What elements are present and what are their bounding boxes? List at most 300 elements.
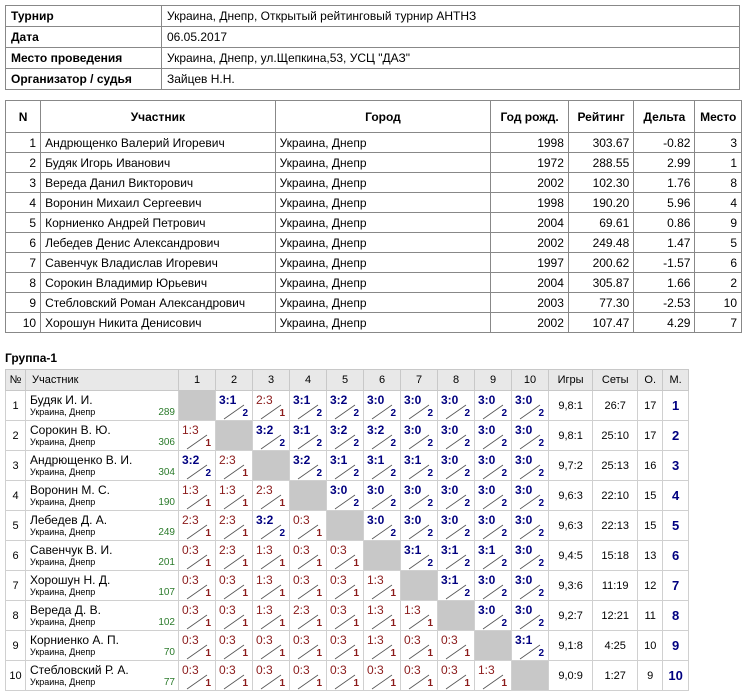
match-result	[179, 451, 216, 481]
match-points: 2	[538, 588, 544, 599]
col-place-header: М.	[663, 370, 689, 391]
player-name: Воронин М. С.	[30, 482, 110, 497]
result-box	[512, 541, 548, 570]
table-row	[6, 293, 742, 313]
result-box	[364, 391, 400, 420]
result-box	[401, 451, 437, 480]
score: 3:1	[330, 453, 348, 467]
result-box	[216, 631, 252, 660]
match-result	[401, 421, 438, 451]
match-result	[401, 451, 438, 481]
result-box	[512, 391, 548, 420]
result-box	[364, 631, 400, 660]
participant-number: 10	[6, 313, 41, 333]
info-label: Турнир	[6, 6, 162, 27]
result-box	[253, 541, 289, 570]
score: 3:0	[330, 483, 348, 497]
match-points: 1	[205, 528, 211, 539]
match-points: 1	[464, 678, 470, 689]
diagonal-cell	[364, 541, 401, 571]
points-total: 17	[638, 391, 663, 421]
participant-name: Сорокин Владимир Юрьевич	[41, 273, 275, 293]
match-result	[253, 481, 290, 511]
score: 3:2	[256, 513, 274, 527]
result-box	[216, 511, 252, 540]
score: 1:3	[219, 483, 236, 497]
row-number: 8	[6, 601, 26, 631]
score: 0:3	[441, 633, 458, 647]
player-city-text: Украина, Днепр	[30, 676, 96, 687]
result-box	[290, 511, 326, 540]
table-row	[6, 133, 742, 153]
col-opponent-header: 4	[290, 370, 327, 391]
match-result	[438, 631, 475, 661]
match-result	[327, 571, 364, 601]
result-box	[475, 421, 511, 450]
points-total: 11	[638, 601, 663, 631]
match-points: 1	[205, 618, 211, 629]
column-header: Участник	[41, 101, 275, 133]
match-points: 1	[353, 618, 359, 629]
participant-number: 5	[6, 213, 41, 233]
match-points: 1	[464, 648, 470, 659]
match-points: 2	[464, 558, 470, 569]
group-row	[6, 481, 689, 511]
match-points: 2	[390, 468, 396, 479]
score: 2:3	[256, 393, 273, 407]
participant-name: Стебловский Роман Александрович	[41, 293, 275, 313]
score: 3:2	[330, 393, 348, 407]
final-place: 1	[695, 153, 742, 173]
player-cell	[26, 571, 179, 601]
sets-score: 26:7	[593, 391, 638, 421]
row-number: 3	[6, 451, 26, 481]
score: 3:1	[441, 543, 459, 557]
result-box	[290, 571, 326, 600]
col-opponent-header: 5	[327, 370, 364, 391]
match-result	[253, 601, 290, 631]
match-points: 1	[242, 468, 248, 479]
match-points: 2	[464, 498, 470, 509]
group-place: 8	[663, 601, 689, 631]
info-value: Украина, Днепр, ул.Щепкина,53, УСЦ "ДАЗ"	[162, 48, 740, 69]
group-row	[6, 661, 689, 691]
match-result	[179, 631, 216, 661]
group-place: 4	[663, 481, 689, 511]
player-city	[30, 407, 175, 418]
rating-delta: -0.82	[634, 133, 695, 153]
column-header: Дельта	[634, 101, 695, 133]
match-points: 2	[353, 438, 359, 449]
match-result	[401, 661, 438, 691]
match-result	[327, 421, 364, 451]
match-points: 1	[279, 588, 285, 599]
participant-number: 2	[6, 153, 41, 173]
info-label: Дата	[6, 27, 162, 48]
match-points: 1	[353, 648, 359, 659]
player-city-text: Украина, Днепр	[30, 616, 96, 627]
result-box	[253, 661, 289, 690]
result-box	[179, 481, 215, 510]
player-city	[30, 617, 175, 628]
score: 3:0	[515, 483, 533, 497]
match-result	[475, 511, 512, 541]
match-points: 2	[464, 468, 470, 479]
row-number: 1	[6, 391, 26, 421]
match-points: 2	[353, 468, 359, 479]
column-header: Город	[275, 101, 491, 133]
match-result	[253, 391, 290, 421]
info-label: Место проведения	[6, 48, 162, 69]
match-points: 1	[353, 588, 359, 599]
score: 2:3	[219, 453, 236, 467]
table-row	[6, 313, 742, 333]
player-cell	[26, 451, 179, 481]
player-city	[30, 647, 175, 658]
player-name: Вереда Д. В.	[30, 602, 101, 617]
result-box	[179, 571, 215, 600]
points-total: 13	[638, 541, 663, 571]
info-value: 06.05.2017	[162, 27, 740, 48]
match-result	[475, 481, 512, 511]
player-cell	[26, 661, 179, 691]
table-row	[6, 213, 742, 233]
points-total: 15	[638, 481, 663, 511]
match-result	[290, 421, 327, 451]
player-rating: 304	[158, 466, 175, 478]
col-player-header: Участник	[26, 370, 179, 391]
score: 3:2	[293, 453, 311, 467]
score: 1:3	[256, 603, 273, 617]
score: 3:0	[367, 483, 385, 497]
score: 0:3	[219, 603, 236, 617]
match-result	[179, 541, 216, 571]
rating: 288.55	[568, 153, 633, 173]
match-result	[327, 481, 364, 511]
player-name: Сорокин В. Ю.	[30, 422, 111, 437]
player-name: Андрющенко В. И.	[30, 452, 133, 467]
column-header: N	[6, 101, 41, 133]
match-points: 2	[464, 438, 470, 449]
match-points: 2	[390, 408, 396, 419]
group-row	[6, 631, 689, 661]
player-city	[30, 467, 175, 478]
sets-score: 22:10	[593, 481, 638, 511]
match-result	[179, 511, 216, 541]
score: 1:3	[367, 633, 384, 647]
diagonal-cell	[438, 601, 475, 631]
result-box	[475, 601, 511, 630]
player-rating: 70	[163, 646, 175, 658]
match-points: 1	[390, 588, 396, 599]
match-points: 1	[205, 678, 211, 689]
participant-name: Будяк Игорь Иванович	[41, 153, 275, 173]
match-points: 2	[427, 498, 433, 509]
score: 1:3	[182, 483, 199, 497]
match-points: 2	[501, 408, 507, 419]
row-number: 6	[6, 541, 26, 571]
rating-delta: 1.76	[634, 173, 695, 193]
match-points: 2	[501, 558, 507, 569]
player-rating: 289	[158, 406, 175, 418]
score: 3:0	[515, 393, 533, 407]
result-box	[179, 601, 215, 630]
rating-delta: 5.96	[634, 193, 695, 213]
match-points: 2	[316, 468, 322, 479]
result-box	[216, 391, 252, 420]
result-box	[179, 541, 215, 570]
participant-name: Корниенко Андрей Петрович	[41, 213, 275, 233]
match-points: 2	[464, 528, 470, 539]
score: 3:0	[367, 393, 385, 407]
score: 2:3	[219, 543, 236, 557]
score: 3:0	[515, 603, 533, 617]
match-points: 1	[427, 648, 433, 659]
info-row	[6, 6, 740, 27]
info-value: Зайцев Н.Н.	[162, 69, 740, 90]
score: 3:0	[515, 543, 533, 557]
score: 0:3	[182, 663, 199, 677]
player-city-text: Украина, Днепр	[30, 646, 96, 657]
rating-delta: 1.47	[634, 233, 695, 253]
row-number: 2	[6, 421, 26, 451]
match-result	[216, 481, 253, 511]
match-points: 2	[501, 468, 507, 479]
info-row	[6, 69, 740, 90]
match-points: 1	[316, 528, 322, 539]
group-place: 10	[663, 661, 689, 691]
group-row	[6, 511, 689, 541]
rating-delta: 1.66	[634, 273, 695, 293]
match-points: 2	[538, 528, 544, 539]
col-opponent-header: 3	[253, 370, 290, 391]
result-box	[216, 481, 252, 510]
participant-city: Украина, Днепр	[275, 173, 491, 193]
match-result	[364, 631, 401, 661]
result-box	[475, 481, 511, 510]
match-result	[475, 601, 512, 631]
match-result	[290, 601, 327, 631]
result-box	[401, 601, 437, 630]
participant-name: Воронин Михаил Сергеевич	[41, 193, 275, 213]
games-score: 9,2:7	[549, 601, 593, 631]
group-place: 1	[663, 391, 689, 421]
row-number: 5	[6, 511, 26, 541]
match-result	[290, 511, 327, 541]
participant-number: 9	[6, 293, 41, 313]
rating: 190.20	[568, 193, 633, 213]
result-box	[512, 571, 548, 600]
rating-delta: 0.86	[634, 213, 695, 233]
score: 0:3	[293, 663, 310, 677]
match-result	[438, 421, 475, 451]
score: 3:0	[441, 513, 459, 527]
col-opponent-header: 10	[512, 370, 549, 391]
player-cell	[26, 601, 179, 631]
group-row	[6, 451, 689, 481]
result-box	[253, 601, 289, 630]
match-points: 2	[427, 558, 433, 569]
player-name: Корниенко А. П.	[30, 632, 119, 647]
player-city-text: Украина, Днепр	[30, 406, 96, 417]
match-result	[327, 541, 364, 571]
group-row	[6, 601, 689, 631]
player-name: Савенчук В. И.	[30, 542, 113, 557]
games-score: 9,0:9	[549, 661, 593, 691]
col-opponent-header: 7	[401, 370, 438, 391]
match-points: 1	[205, 438, 211, 449]
result-box	[438, 661, 474, 690]
score: 0:3	[219, 633, 236, 647]
games-score: 9,6:3	[549, 511, 593, 541]
group-row	[6, 541, 689, 571]
match-points: 2	[316, 438, 322, 449]
player-rating: 190	[158, 496, 175, 508]
result-box	[512, 421, 548, 450]
score: 3:0	[478, 513, 496, 527]
participant-name: Вереда Данил Викторович	[41, 173, 275, 193]
match-points: 1	[279, 498, 285, 509]
match-points: 1	[316, 558, 322, 569]
score: 3:0	[441, 483, 459, 497]
participant-number: 4	[6, 193, 41, 213]
result-box	[216, 451, 252, 480]
match-points: 1	[242, 618, 248, 629]
match-points: 2	[427, 468, 433, 479]
result-box	[179, 451, 215, 480]
birth-year: 1998	[491, 133, 569, 153]
match-points: 2	[279, 438, 285, 449]
tournament-info-table	[5, 5, 740, 90]
match-points: 1	[242, 678, 248, 689]
score: 3:2	[256, 423, 274, 437]
match-result	[364, 511, 401, 541]
result-box	[475, 391, 511, 420]
match-result	[290, 571, 327, 601]
player-city-text: Украина, Днепр	[30, 436, 96, 447]
match-result	[364, 421, 401, 451]
final-place: 4	[695, 193, 742, 213]
final-place: 3	[695, 133, 742, 153]
group-place: 2	[663, 421, 689, 451]
participant-number: 7	[6, 253, 41, 273]
player-rating: 77	[163, 676, 175, 688]
score: 3:1	[404, 453, 422, 467]
birth-year: 1997	[491, 253, 569, 273]
info-value: Украина, Днепр, Открытый рейтинговый турнир АНТНЗ	[162, 6, 740, 27]
match-points: 2	[501, 618, 507, 629]
result-box	[438, 571, 474, 600]
result-box	[290, 451, 326, 480]
result-box	[512, 601, 548, 630]
rating-delta: 4.29	[634, 313, 695, 333]
match-result	[290, 391, 327, 421]
match-result	[438, 391, 475, 421]
player-cell	[26, 631, 179, 661]
score: 3:0	[441, 393, 459, 407]
result-box	[179, 661, 215, 690]
games-score: 9,1:8	[549, 631, 593, 661]
result-box	[216, 541, 252, 570]
result-box	[438, 481, 474, 510]
info-label: Организатор / судья	[6, 69, 162, 90]
result-box	[253, 511, 289, 540]
score: 0:3	[404, 633, 421, 647]
participant-city: Украина, Днепр	[275, 313, 491, 333]
rating-delta: -1.57	[634, 253, 695, 273]
result-box	[364, 511, 400, 540]
match-points: 1	[205, 558, 211, 569]
match-result	[290, 661, 327, 691]
score: 1:3	[256, 573, 273, 587]
result-box	[401, 541, 437, 570]
score: 3:0	[515, 513, 533, 527]
score: 0:3	[404, 663, 421, 677]
score: 0:3	[256, 663, 273, 677]
match-result	[438, 661, 475, 691]
score: 0:3	[219, 663, 236, 677]
result-box	[290, 601, 326, 630]
rating-delta: 2.99	[634, 153, 695, 173]
games-score: 9,8:1	[549, 421, 593, 451]
group-place: 9	[663, 631, 689, 661]
info-row	[6, 27, 740, 48]
match-result	[179, 571, 216, 601]
group-row	[6, 571, 689, 601]
birth-year: 1998	[491, 193, 569, 213]
games-score: 9,7:2	[549, 451, 593, 481]
score: 0:3	[256, 633, 273, 647]
score: 3:0	[404, 423, 422, 437]
result-box	[179, 421, 215, 450]
result-box	[327, 571, 363, 600]
result-box	[401, 631, 437, 660]
result-box	[253, 421, 289, 450]
result-box	[327, 631, 363, 660]
score: 3:2	[182, 453, 200, 467]
score: 3:2	[330, 423, 348, 437]
result-box	[364, 661, 400, 690]
player-name: Стебловский Р. А.	[30, 662, 129, 677]
match-result	[253, 571, 290, 601]
match-points: 1	[242, 528, 248, 539]
participant-city: Украина, Днепр	[275, 133, 491, 153]
match-result	[216, 391, 253, 421]
player-name: Лебедев Д. А.	[30, 512, 108, 527]
column-header: Год рожд.	[491, 101, 569, 133]
participant-city: Украина, Днепр	[275, 253, 491, 273]
result-box	[290, 391, 326, 420]
match-points: 2	[427, 438, 433, 449]
score: 0:3	[293, 543, 310, 557]
rating: 249.48	[568, 233, 633, 253]
diagonal-cell	[475, 631, 512, 661]
match-result	[475, 391, 512, 421]
match-points: 1	[242, 588, 248, 599]
result-box	[401, 391, 437, 420]
match-points: 1	[316, 618, 322, 629]
score: 3:1	[293, 393, 311, 407]
score: 3:0	[515, 573, 533, 587]
match-points: 1	[316, 588, 322, 599]
match-result	[179, 481, 216, 511]
match-points: 1	[279, 678, 285, 689]
participant-city: Украина, Днепр	[275, 193, 491, 213]
rating: 305.87	[568, 273, 633, 293]
match-result	[327, 601, 364, 631]
row-number: 9	[6, 631, 26, 661]
match-points: 1	[242, 558, 248, 569]
